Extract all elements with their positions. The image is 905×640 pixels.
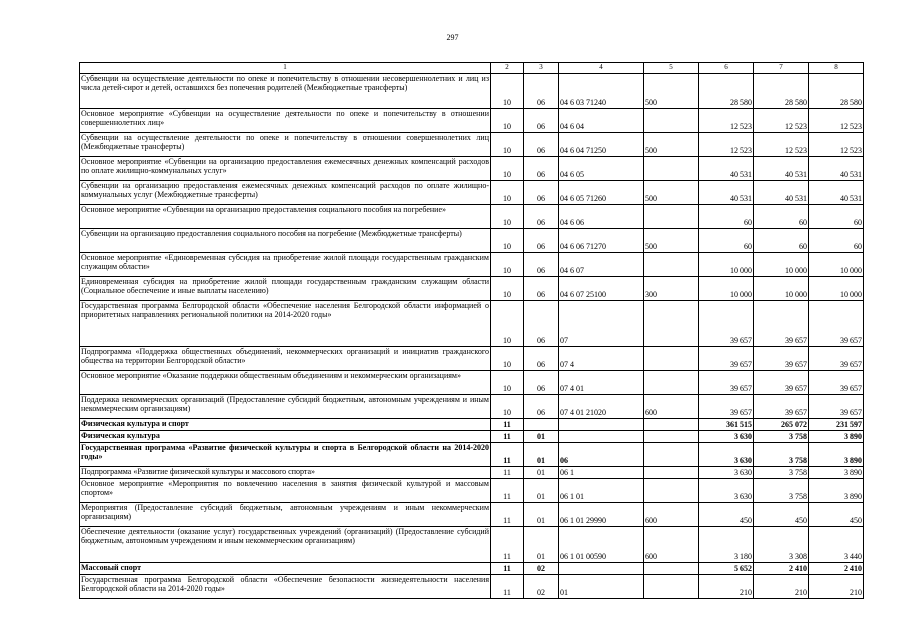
section-code-cell: 10 <box>491 300 524 346</box>
expense-type-cell <box>644 466 699 478</box>
table-row <box>80 478 864 502</box>
amount-col8-cell: 60 <box>809 228 864 252</box>
row-name-cell: Подпрограмма «Развитие физической культуры и массового спорта» <box>80 466 491 478</box>
amount-col7-cell: 3 758 <box>754 478 809 502</box>
expense-type-cell <box>644 370 699 394</box>
amount-col8-cell: 40 531 <box>809 180 864 204</box>
table-row <box>80 370 864 394</box>
expense-type-cell <box>644 574 699 598</box>
section-code-cell: 11 <box>491 430 524 442</box>
expense-type-cell <box>644 346 699 370</box>
target-article-cell: 07 4 01 21020 <box>559 394 644 418</box>
target-article-cell: 04 6 06 <box>559 204 644 228</box>
table-row <box>80 108 864 132</box>
subsection-code-cell: 06 <box>524 132 559 156</box>
amount-col8-cell: 39 657 <box>809 346 864 370</box>
section-code-cell: 11 <box>491 442 524 466</box>
target-article-cell: 04 6 07 25100 <box>559 276 644 300</box>
row-name-cell: Обеспечение деятельности (оказание услуг) государственных учреждений (организаций) (Предоставление субсидий бюджетным, автономным учреждениям и иным некоммерческим организациям) <box>80 526 491 562</box>
amount-col7-cell: 265 072 <box>754 418 809 430</box>
subsection-code-cell: 06 <box>524 300 559 346</box>
section-code-cell: 10 <box>491 228 524 252</box>
subsection-code-cell: 01 <box>524 430 559 442</box>
amount-col6-cell: 40 531 <box>699 156 754 180</box>
amount-col6-cell: 39 657 <box>699 370 754 394</box>
row-name-cell: Государственная программа Белгородской области «Обеспечение населения Белгородской области информацией о приоритетных направлениях региональной политики на 2014-2020 годы» <box>80 300 491 346</box>
expense-type-cell <box>644 562 699 574</box>
section-code-cell: 10 <box>491 394 524 418</box>
subsection-code-cell: 06 <box>524 180 559 204</box>
section-code-cell: 10 <box>491 370 524 394</box>
subsection-code-cell: 06 <box>524 156 559 180</box>
amount-col7-cell: 3 758 <box>754 430 809 442</box>
amount-col8-cell: 3 890 <box>809 466 864 478</box>
amount-col7-cell: 12 523 <box>754 132 809 156</box>
subsection-code-cell: 06 <box>524 370 559 394</box>
target-article-cell: 04 6 07 <box>559 252 644 276</box>
amount-col7-cell: 2 410 <box>754 562 809 574</box>
table-row <box>80 228 864 252</box>
row-name-cell: Субвенции на осуществление деятельности по опеке и попечительству в отношении совершеннолетних лиц (Межбюджетные трансферты) <box>80 132 491 156</box>
target-article-cell: 04 6 06 71270 <box>559 228 644 252</box>
subsection-code-cell: 01 <box>524 442 559 466</box>
amount-col8-cell: 210 <box>809 574 864 598</box>
amount-col6-cell: 3 630 <box>699 442 754 466</box>
section-code-cell: 10 <box>491 108 524 132</box>
table-row <box>80 430 864 442</box>
target-article-cell: 01 <box>559 574 644 598</box>
section-code-cell: 11 <box>491 466 524 478</box>
amount-col8-cell: 2 410 <box>809 562 864 574</box>
column-number-cell: 6 <box>699 63 754 74</box>
expense-type-cell <box>644 442 699 466</box>
table-row <box>80 466 864 478</box>
expense-type-cell <box>644 300 699 346</box>
row-name-cell: Массовый спорт <box>80 562 491 574</box>
amount-col6-cell: 3 630 <box>699 466 754 478</box>
row-name-cell: Поддержка некоммерческих организаций (Предоставление субсидий бюджетным, автономным учреждениям и иным некоммерческим организациям) <box>80 394 491 418</box>
table-row <box>80 204 864 228</box>
row-name-cell: Основное мероприятие «Единовременная субсидия на приобретение жилой площади государственным гражданским служащим области» <box>80 252 491 276</box>
subsection-code-cell: 06 <box>524 204 559 228</box>
row-name-cell: Физическая культура <box>80 430 491 442</box>
page-number: 297 <box>446 33 459 42</box>
expense-type-cell: 500 <box>644 73 699 108</box>
amount-col8-cell: 3 890 <box>809 478 864 502</box>
amount-col8-cell: 10 000 <box>809 276 864 300</box>
section-code-cell: 10 <box>491 73 524 108</box>
amount-col6-cell: 39 657 <box>699 394 754 418</box>
table-row <box>80 300 864 346</box>
amount-col8-cell: 40 531 <box>809 156 864 180</box>
amount-col7-cell: 60 <box>754 228 809 252</box>
amount-col6-cell: 3 630 <box>699 478 754 502</box>
column-number-cell: 2 <box>491 63 524 74</box>
amount-col7-cell: 12 523 <box>754 108 809 132</box>
amount-col6-cell: 12 523 <box>699 108 754 132</box>
target-article-cell: 07 4 <box>559 346 644 370</box>
table-row <box>80 252 864 276</box>
subsection-code-cell: 01 <box>524 466 559 478</box>
target-article-cell: 06 1 01 29990 <box>559 502 644 526</box>
amount-col8-cell: 12 523 <box>809 132 864 156</box>
subsection-code-cell: 01 <box>524 502 559 526</box>
target-article-cell: 06 1 <box>559 466 644 478</box>
amount-col6-cell: 39 657 <box>699 300 754 346</box>
column-number-cell: 3 <box>524 63 559 74</box>
amount-col7-cell: 39 657 <box>754 346 809 370</box>
amount-col8-cell: 3 890 <box>809 430 864 442</box>
amount-col7-cell: 450 <box>754 502 809 526</box>
expense-type-cell <box>644 156 699 180</box>
column-number-cell: 8 <box>809 63 864 74</box>
amount-col8-cell: 3 890 <box>809 442 864 466</box>
amount-col6-cell: 39 657 <box>699 346 754 370</box>
amount-col8-cell: 39 657 <box>809 394 864 418</box>
amount-col7-cell: 210 <box>754 574 809 598</box>
amount-col6-cell: 361 515 <box>699 418 754 430</box>
table-row <box>80 346 864 370</box>
table-row <box>80 276 864 300</box>
column-number-row <box>80 63 864 74</box>
amount-col6-cell: 10 000 <box>699 252 754 276</box>
section-code-cell: 10 <box>491 252 524 276</box>
amount-col6-cell: 60 <box>699 228 754 252</box>
target-article-cell: 04 6 04 <box>559 108 644 132</box>
amount-col6-cell: 40 531 <box>699 180 754 204</box>
section-code-cell: 10 <box>491 156 524 180</box>
section-code-cell: 10 <box>491 132 524 156</box>
amount-col8-cell: 10 000 <box>809 252 864 276</box>
amount-col8-cell: 39 657 <box>809 370 864 394</box>
expense-type-cell <box>644 204 699 228</box>
target-article-cell: 07 <box>559 300 644 346</box>
target-article-cell: 06 <box>559 442 644 466</box>
amount-col7-cell: 60 <box>754 204 809 228</box>
expense-type-cell: 600 <box>644 502 699 526</box>
expense-type-cell: 600 <box>644 394 699 418</box>
target-article-cell: 04 6 05 <box>559 156 644 180</box>
amount-col7-cell: 39 657 <box>754 394 809 418</box>
amount-col8-cell: 60 <box>809 204 864 228</box>
row-name-cell: Основное мероприятие «Субвенции на организацию предоставления социального пособия на погребение» <box>80 204 491 228</box>
target-article-cell: 06 1 01 00590 <box>559 526 644 562</box>
subsection-code-cell: 06 <box>524 108 559 132</box>
table-row <box>80 526 864 562</box>
expense-type-cell <box>644 430 699 442</box>
row-name-cell: Субвенции на осуществление деятельности по опеке и попечительству в отношении несовершеннолетних и лиц из числа детей-сирот и детей, оставшихся без попечения родителей (Межбюджетные трансферты) <box>80 73 491 108</box>
expense-type-cell: 500 <box>644 132 699 156</box>
amount-col6-cell: 12 523 <box>699 132 754 156</box>
expense-type-cell <box>644 108 699 132</box>
budget-table <box>79 62 864 599</box>
table-row <box>80 418 864 430</box>
row-name-cell: Подпрограмма «Поддержка общественных объединений, некоммерческих организаций и инициатив гражданского общества на территории Белгородской области» <box>80 346 491 370</box>
subsection-code-cell: 02 <box>524 574 559 598</box>
target-article-cell: 04 6 05 71260 <box>559 180 644 204</box>
expense-type-cell: 600 <box>644 526 699 562</box>
amount-col7-cell: 3 758 <box>754 442 809 466</box>
amount-col8-cell: 450 <box>809 502 864 526</box>
amount-col7-cell: 10 000 <box>754 276 809 300</box>
amount-col6-cell: 3 630 <box>699 430 754 442</box>
amount-col8-cell: 39 657 <box>809 300 864 346</box>
table-row <box>80 502 864 526</box>
row-name-cell: Субвенции на организацию предоставления социального пособия на погребение (Межбюджетные трансферты) <box>80 228 491 252</box>
subsection-code-cell: 02 <box>524 562 559 574</box>
section-code-cell: 11 <box>491 478 524 502</box>
subsection-code-cell: 06 <box>524 276 559 300</box>
table-row <box>80 132 864 156</box>
subsection-code-cell: 06 <box>524 252 559 276</box>
section-code-cell: 11 <box>491 526 524 562</box>
row-name-cell: Основное мероприятие «Субвенции на осуществление деятельности по опеке и попечительству в отношении совершеннолетних лиц» <box>80 108 491 132</box>
target-article-cell <box>559 430 644 442</box>
expense-type-cell: 500 <box>644 180 699 204</box>
amount-col8-cell: 231 597 <box>809 418 864 430</box>
amount-col7-cell: 40 531 <box>754 180 809 204</box>
amount-col7-cell: 3 308 <box>754 526 809 562</box>
section-code-cell: 10 <box>491 204 524 228</box>
target-article-cell: 04 6 03 71240 <box>559 73 644 108</box>
amount-col7-cell: 39 657 <box>754 370 809 394</box>
section-code-cell: 11 <box>491 418 524 430</box>
subsection-code-cell: 06 <box>524 73 559 108</box>
column-number-cell: 5 <box>644 63 699 74</box>
target-article-cell: 06 1 01 <box>559 478 644 502</box>
row-name-cell: Мероприятия (Предоставление субсидий бюджетным, автономным учреждениям и иным некоммерческим организациям) <box>80 502 491 526</box>
table-row <box>80 574 864 598</box>
row-name-cell: Субвенции на организацию предоставления ежемесячных денежных компенсаций расходов по оплате жилищно-коммунальных услуг (Межбюджетные трансферты) <box>80 180 491 204</box>
expense-type-cell: 300 <box>644 276 699 300</box>
target-article-cell: 07 4 01 <box>559 370 644 394</box>
amount-col8-cell: 3 440 <box>809 526 864 562</box>
expense-type-cell <box>644 418 699 430</box>
table-row <box>80 394 864 418</box>
row-name-cell: Государственная программа «Развитие физической культуры и спорта в Белгородской области на 2014-2020 годы» <box>80 442 491 466</box>
amount-col6-cell: 3 180 <box>699 526 754 562</box>
subsection-code-cell: 01 <box>524 526 559 562</box>
section-code-cell: 10 <box>491 276 524 300</box>
table-row <box>80 156 864 180</box>
amount-col7-cell: 28 580 <box>754 73 809 108</box>
section-code-cell: 11 <box>491 502 524 526</box>
target-article-cell <box>559 562 644 574</box>
row-name-cell: Государственная программа Белгородской области «Обеспечение безопасности жизнедеятельности населения Белгородской области на 2014-2020 годы» <box>80 574 491 598</box>
amount-col7-cell: 40 531 <box>754 156 809 180</box>
amount-col7-cell: 39 657 <box>754 300 809 346</box>
subsection-code-cell: 01 <box>524 478 559 502</box>
subsection-code-cell: 06 <box>524 394 559 418</box>
table-row <box>80 73 864 108</box>
table-row <box>80 180 864 204</box>
section-code-cell: 10 <box>491 180 524 204</box>
amount-col8-cell: 12 523 <box>809 108 864 132</box>
subsection-code-cell <box>524 418 559 430</box>
section-code-cell: 11 <box>491 562 524 574</box>
row-name-cell: Основное мероприятие «Субвенции на организацию предоставления ежемесячных денежных компенсаций расходов по оплате жилищно-коммунальных услуг» <box>80 156 491 180</box>
row-name-cell: Основное мероприятие «Оказание поддержки общественным объединениям и некоммерческим организациям» <box>80 370 491 394</box>
table-row <box>80 562 864 574</box>
amount-col6-cell: 5 652 <box>699 562 754 574</box>
subsection-code-cell: 06 <box>524 346 559 370</box>
section-code-cell: 11 <box>491 574 524 598</box>
amount-col6-cell: 450 <box>699 502 754 526</box>
amount-col8-cell: 28 580 <box>809 73 864 108</box>
amount-col7-cell: 10 000 <box>754 252 809 276</box>
amount-col7-cell: 3 758 <box>754 466 809 478</box>
section-code-cell: 10 <box>491 346 524 370</box>
target-article-cell: 04 6 04 71250 <box>559 132 644 156</box>
row-name-cell: Единовременная субсидия на приобретение жилой площади государственным гражданским служащим области (Социальное обеспечение и иные выплаты населению) <box>80 276 491 300</box>
amount-col6-cell: 210 <box>699 574 754 598</box>
target-article-cell <box>559 418 644 430</box>
column-number-cell: 4 <box>559 63 644 74</box>
row-name-cell: Физическая культура и спорт <box>80 418 491 430</box>
subsection-code-cell: 06 <box>524 228 559 252</box>
expense-type-cell <box>644 252 699 276</box>
row-name-cell: Основное мероприятие «Мероприятия по вовлечению населения в занятия физической культурой и массовым спортом» <box>80 478 491 502</box>
expense-type-cell: 500 <box>644 228 699 252</box>
table-row <box>80 442 864 466</box>
column-number-cell: 1 <box>80 63 491 74</box>
expense-type-cell <box>644 478 699 502</box>
column-number-cell: 7 <box>754 63 809 74</box>
amount-col6-cell: 28 580 <box>699 73 754 108</box>
amount-col6-cell: 60 <box>699 204 754 228</box>
amount-col6-cell: 10 000 <box>699 276 754 300</box>
